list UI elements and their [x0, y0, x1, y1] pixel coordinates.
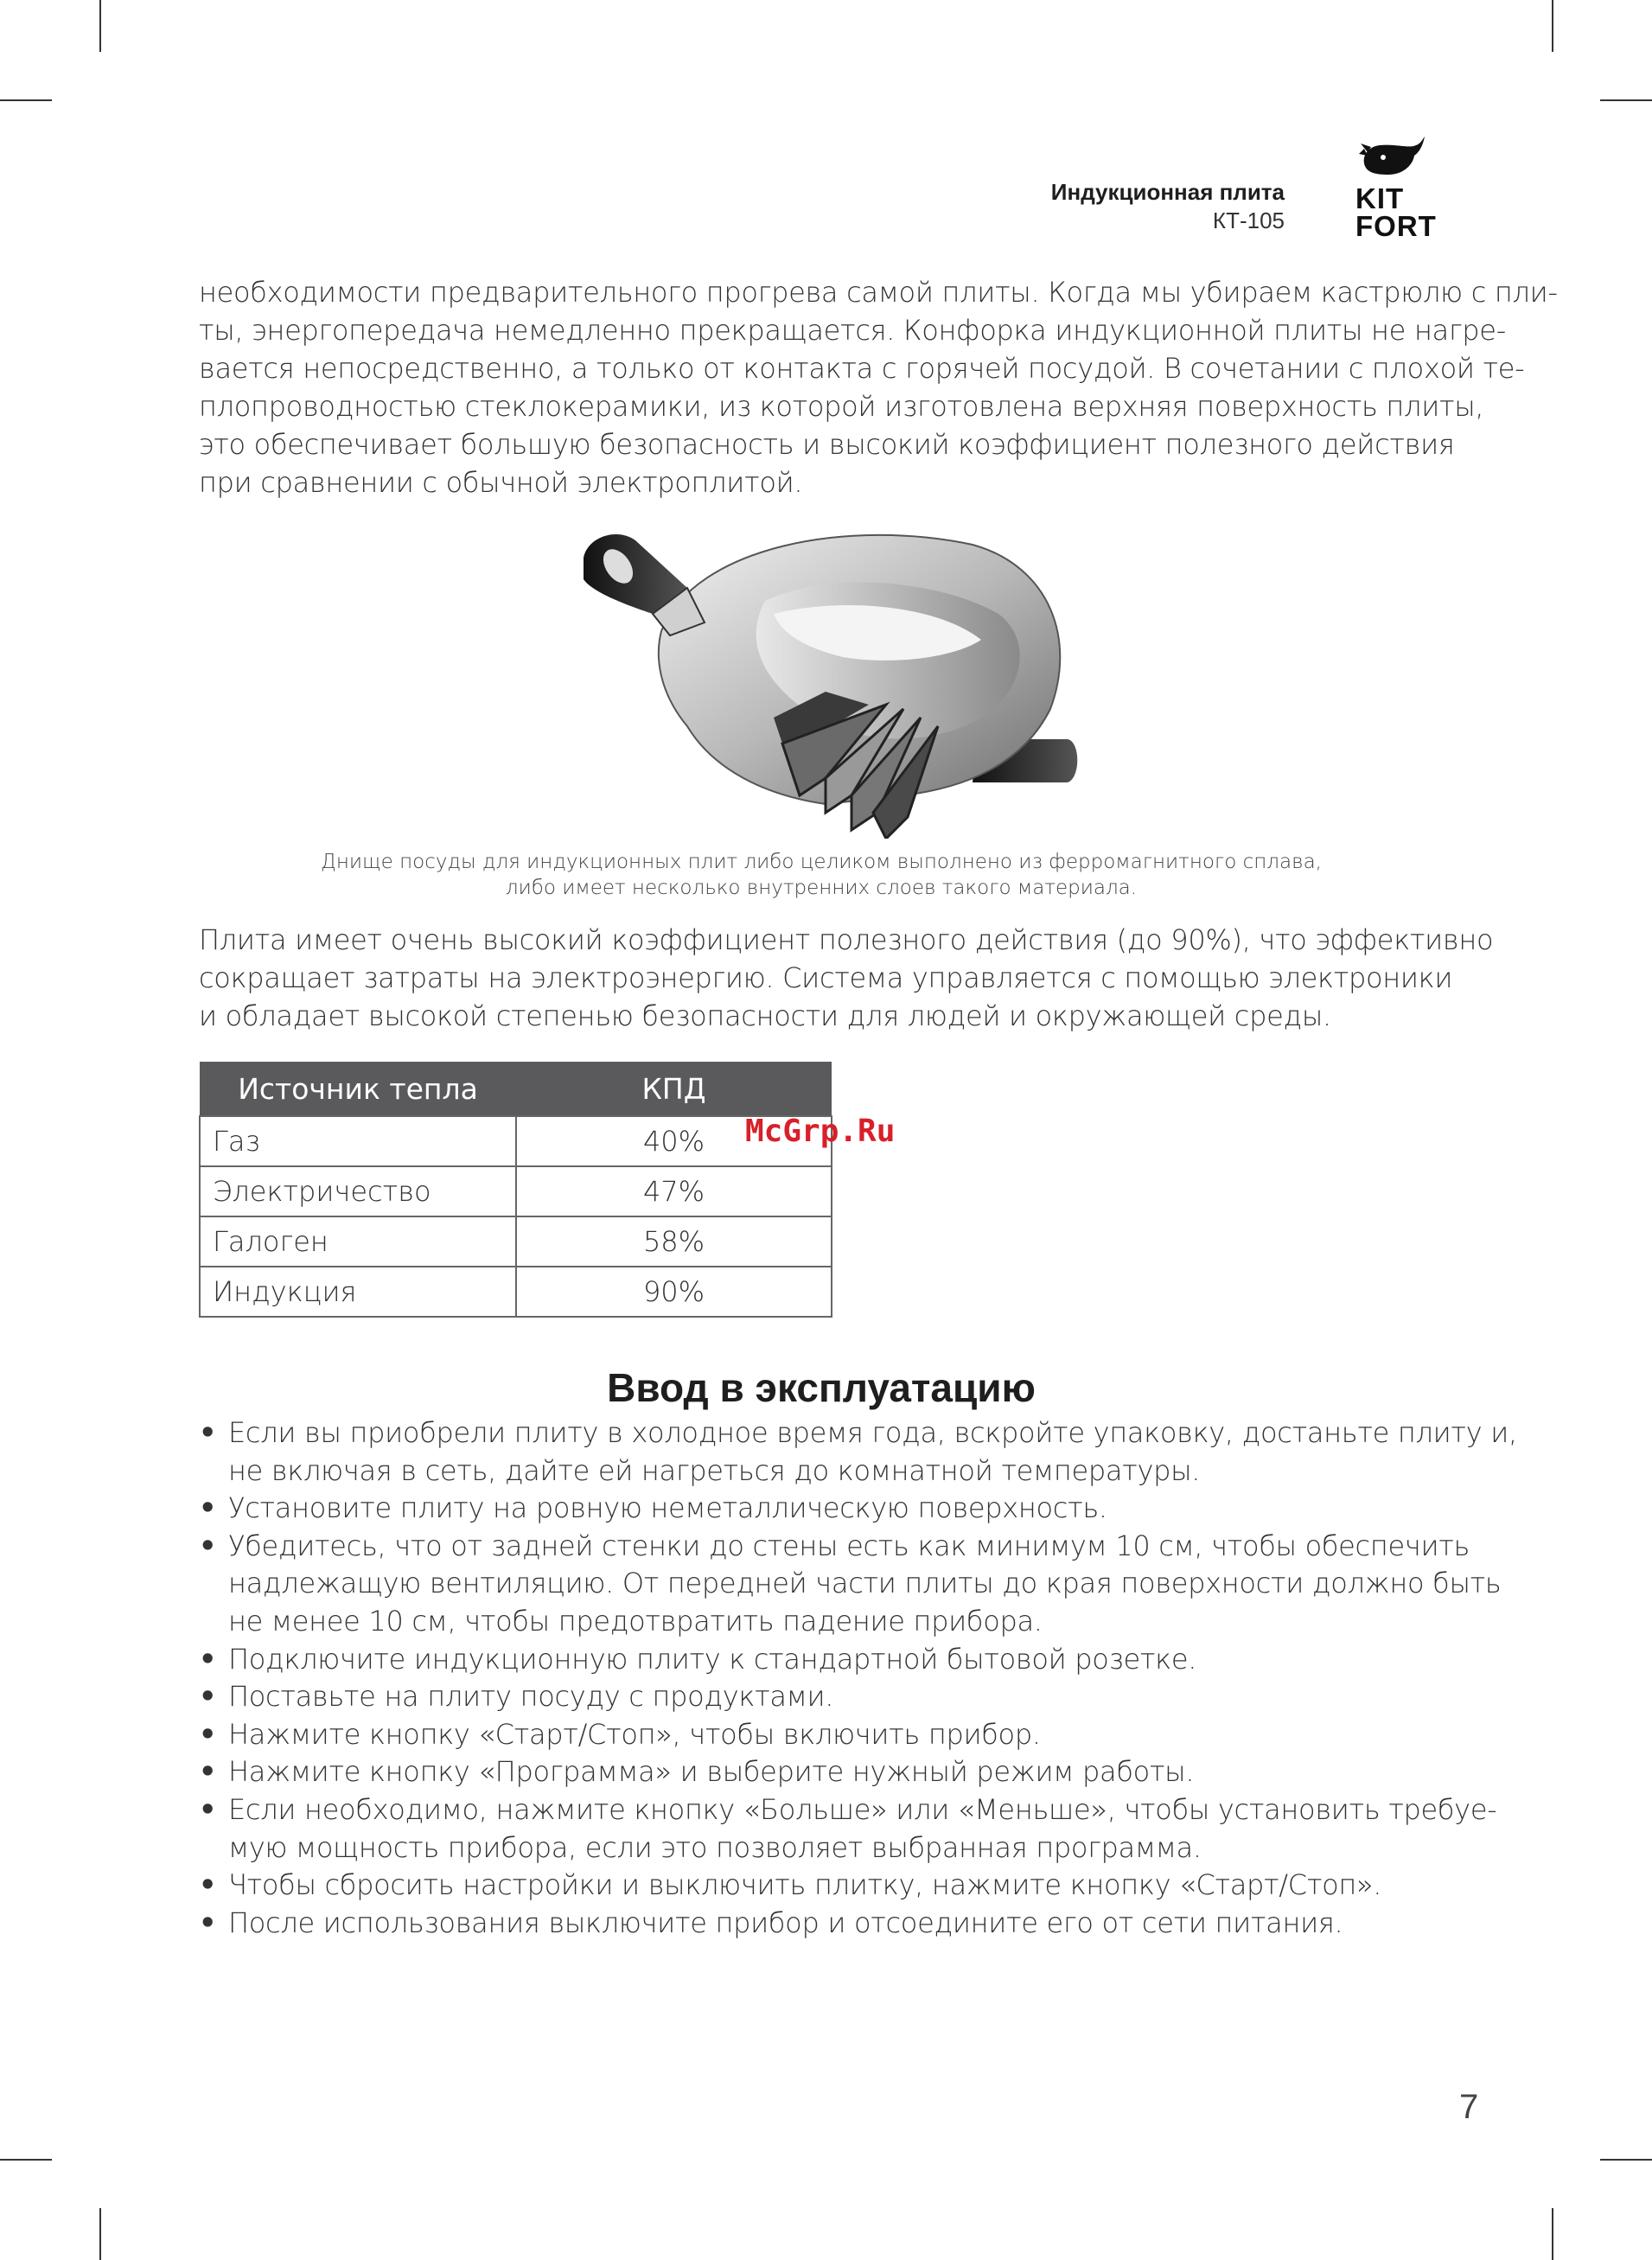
page-header	[1051, 177, 1285, 234]
table-cell-efficiency: 47%	[516, 1166, 832, 1216]
logo-word-kit: KIT	[1355, 182, 1405, 214]
list-item-line: • Если вы приобрели плиту в холодное время года, вскройте упаковку, достаньте плиту и,	[228, 1416, 1517, 1449]
logo-wordmark	[1355, 182, 1437, 242]
list-item	[199, 1414, 1517, 1490]
instruction-list	[199, 1414, 1517, 1942]
list-item-line: • Поставьте на плиту посуду с продуктами.	[228, 1680, 834, 1714]
list-item-line: • Чтобы сбросить настройки и выключить плитку, нажмите кнопку «Старт/Стоп».	[228, 1868, 1382, 1902]
crop-mark	[1552, 0, 1553, 52]
list-item-line: • Если необходимо, нажмите кнопку «Больше» или «Меньше», чтобы установить требуе-	[228, 1792, 1497, 1826]
list-item	[199, 1528, 1502, 1641]
text-line: ты, энергопередача немедленно прекращается. Конфорка индукционной плиты не нагре-	[199, 314, 1506, 347]
table-cell-source: Галоген	[200, 1216, 516, 1267]
list-item-line: • Убедитесь, что от задней стенки до стены есть как минимум 10 см, чтобы обеспечить	[228, 1529, 1470, 1562]
product-name: Индукционная плита	[1050, 179, 1285, 205]
list-item	[199, 1905, 1461, 1943]
text-line: сокращает затраты на электроэнергию. Система управляется с помощью электроники	[199, 961, 1453, 994]
crop-mark	[0, 99, 52, 101]
logo-word-fort: FORT	[1355, 210, 1437, 242]
table-row	[200, 1116, 832, 1166]
list-item-line: мую мощность прибора, если это позволяет выбранная программа.	[228, 1830, 1202, 1864]
text-line: Плита имеет очень высокий коэффициент полезного действия (до 90%), что эффективно	[199, 923, 1494, 956]
text-line: при сравнении с обычной электроплитой.	[199, 466, 803, 499]
figure-caption	[199, 849, 1444, 901]
section-title: Ввод в эксплуатацию	[607, 1365, 1036, 1410]
caption-line: либо имеет несколько внутренних слоев такого материала.	[505, 877, 1138, 899]
table-cell-efficiency: 58%	[516, 1216, 832, 1267]
crop-mark	[1600, 99, 1652, 101]
watermark: McGrp.Ru	[745, 1114, 896, 1149]
list-item-line: • Установите плиту на ровную неметаллическую поверхность.	[228, 1491, 1107, 1525]
text-line: необходимости предварительного прогрева самой плиты. Когда мы убираем кастрюлю с пли-	[199, 276, 1558, 309]
text-line: вается непосредственно, а только от контакта с горячей посудой. В сочетании с плохой те-	[199, 352, 1525, 385]
table-header-row	[200, 1062, 832, 1116]
crop-mark	[1600, 2159, 1652, 2161]
table-cell-source: Электричество	[200, 1166, 516, 1216]
pan-cross-section-illustration	[566, 519, 1085, 839]
efficiency-paragraph	[199, 921, 1494, 1035]
list-item	[199, 1753, 1461, 1791]
list-item-line: • Нажмите кнопку «Программа» и выберите нужный режим работы.	[228, 1755, 1195, 1789]
list-item-line: • После использования выключите прибор и отсоедините его от сети питания.	[228, 1906, 1343, 1939]
list-item	[199, 1678, 1461, 1716]
table-cell-source: Газ	[200, 1116, 516, 1166]
table-row	[200, 1216, 832, 1267]
product-model: КТ-105	[1212, 207, 1285, 233]
page-number: 7	[1459, 2088, 1479, 2126]
list-item-line: • Подключите индукционную плиту к стандартной бытовой розетке.	[228, 1642, 1197, 1676]
list-item-line: не включая в сеть, дайте ей нагреться до комнатной температуры.	[228, 1453, 1201, 1487]
text-line: и обладает высокой степенью безопасности для людей и окружающей среды.	[199, 999, 1331, 1032]
list-item-line: надлежащую вентиляцию. От передней части плиты до края поверхности должно быть	[228, 1567, 1502, 1600]
list-item-line: • Нажмите кнопку «Старт/Стоп», чтобы включить прибор.	[228, 1717, 1041, 1751]
whale-icon	[1357, 137, 1426, 184]
efficiency-table	[199, 1062, 832, 1318]
column-header-source: Источник тепла	[200, 1062, 516, 1116]
table-cell-efficiency: 40%	[516, 1116, 832, 1166]
list-item	[199, 1791, 1497, 1867]
text-line: это обеспечивает большую безопасность и высокий коэффициент полезного действия	[199, 428, 1455, 461]
crop-mark	[99, 0, 101, 52]
list-item	[199, 1641, 1461, 1679]
column-header-efficiency: КПД	[516, 1062, 832, 1116]
caption-line: Днище посуды для индукционных плит либо целиком выполнено из ферромагнитного сплава,	[321, 851, 1322, 873]
intro-paragraph	[199, 273, 1558, 501]
table-cell-efficiency: 90%	[516, 1267, 832, 1317]
table-row	[200, 1166, 832, 1216]
list-item-line: не менее 10 см, чтобы предотвратить падение прибора.	[228, 1604, 1043, 1638]
crop-mark	[99, 2208, 101, 2260]
table-cell-source: Индукция	[200, 1267, 516, 1317]
table-row	[200, 1267, 832, 1317]
text-line: плопроводностью стеклокерамики, из которой изготовлена верхняя поверхность плиты,	[199, 390, 1484, 423]
crop-mark	[1552, 2208, 1553, 2260]
brand-logo	[1349, 137, 1478, 249]
list-item	[199, 1490, 1461, 1528]
list-item	[199, 1716, 1461, 1754]
crop-mark	[0, 2159, 52, 2161]
list-item	[199, 1867, 1461, 1905]
